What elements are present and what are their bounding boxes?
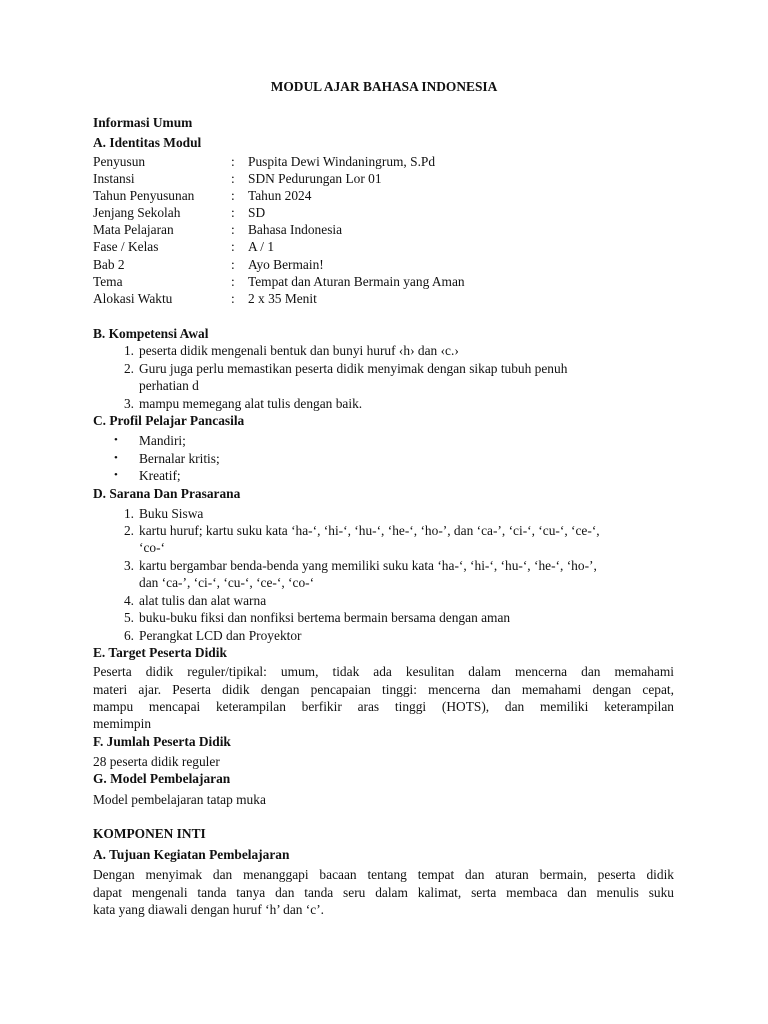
tujuan-heading: A. Tujuan Kegiatan Pembelajaran — [93, 847, 290, 862]
identitas-value: SD — [248, 205, 266, 220]
list-number: 5. — [123, 610, 134, 625]
sarana-heading: D. Sarana Dan Prasarana — [93, 486, 241, 501]
identitas-value: Tempat dan Aturan Bermain yang Aman — [248, 274, 465, 289]
paragraph-line: Peserta didik reguler/tipikal: umum, tidak ada kesulitan dalam mencerna dan memahami — [93, 664, 674, 679]
list-item-continuation: dan ‘ca-’, ‘ci-‘, ‘cu-‘, ‘ce-‘, ‘co-‘ — [139, 575, 315, 590]
identitas-separator: : — [231, 154, 235, 169]
list-number: 4. — [123, 593, 134, 608]
paragraph-line: materi ajar. Peserta didik dengan pencapaian tinggi: mencerna dan memahami dengan cepat, — [93, 682, 674, 697]
identitas-value: 2 x 35 Menit — [248, 291, 317, 306]
list-number: 3. — [123, 558, 134, 573]
list-item: Perangkat LCD dan Proyektor — [139, 628, 302, 643]
identitas-value: Tahun 2024 — [248, 188, 312, 203]
paragraph-line: Dengan menyimak dan menanggapi bacaan tentang tempat dan aturan bermain, peserta didik — [93, 867, 674, 882]
list-item: alat tulis dan alat warna — [139, 593, 267, 608]
identitas-value: Bahasa Indonesia — [248, 222, 343, 237]
list-item: buku-buku fiksi dan nonfiksi bertema bermain bersama dengan aman — [139, 610, 511, 625]
list-item: Mandiri; — [139, 433, 186, 448]
list-item: kartu bergambar benda-benda yang memiliki suku kata ‘ha-‘, ‘hi-‘, ‘hu-‘, ‘he-‘, ‘ho-’, — [139, 558, 597, 573]
komponen-inti-heading: KOMPONEN INTI — [93, 826, 206, 841]
list-number: 1. — [123, 506, 134, 521]
list-number: 1. — [123, 343, 134, 358]
model-text: Model pembelajaran tatap muka — [93, 792, 266, 807]
identitas-value: A / 1 — [248, 239, 275, 254]
list-number: 2. — [123, 523, 134, 538]
identitas-label: Tema — [93, 274, 123, 289]
identitas-label: Fase / Kelas — [93, 239, 159, 254]
bullet-icon: • — [114, 434, 118, 446]
list-item: Kreatif; — [139, 468, 181, 483]
document-title: MODUL AJAR BAHASA INDONESIA — [270, 79, 498, 94]
identitas-label: Penyusun — [93, 154, 146, 169]
jumlah-heading: F. Jumlah Peserta Didik — [93, 734, 231, 749]
profil-heading: C. Profil Pelajar Pancasila — [93, 413, 245, 428]
identitas-separator: : — [231, 222, 235, 237]
identitas-separator: : — [231, 188, 235, 203]
target-heading: E. Target Peserta Didik — [93, 645, 227, 660]
paragraph-line: memimpin — [93, 716, 152, 731]
list-number: 6. — [123, 628, 134, 643]
list-number: 3. — [123, 396, 134, 411]
list-item: Bernalar kritis; — [139, 451, 220, 466]
model-heading: G. Model Pembelajaran — [93, 771, 231, 786]
list-item: kartu huruf; kartu suku kata ‘ha-‘, ‘hi-‘, ‘hu-‘, ‘he-‘, ‘ho-’, dan ‘ca-’, ‘ci-‘, ‘cu-‘, ‘ce-‘, — [139, 523, 600, 538]
identitas-value: Puspita Dewi Windaningrum, S.Pd — [248, 154, 436, 169]
list-item: peserta didik mengenali bentuk dan bunyi huruf ‹h› dan ‹c.› — [139, 343, 459, 358]
kompetensi-heading: B. Kompetensi Awal — [93, 326, 209, 341]
identitas-separator: : — [231, 239, 235, 254]
list-item-continuation: ‘co-‘ — [139, 540, 166, 555]
paragraph-line: kata yang diawali dengan huruf ‘h’ dan ‘c’. — [93, 902, 325, 917]
identitas-value: Ayo Bermain! — [248, 257, 324, 272]
list-item-continuation: perhatian d — [139, 378, 199, 393]
identitas-label: Bab 2 — [93, 257, 125, 272]
bullet-icon: • — [114, 452, 118, 464]
identitas-label: Instansi — [93, 171, 135, 186]
identitas-separator: : — [231, 291, 235, 306]
list-item: Guru juga perlu memastikan peserta didik menyimak dengan sikap tubuh penuh — [139, 361, 568, 376]
paragraph-line: mampu mencapai keterampilan berfikir aras tinggi (HOTS), dan memiliki keterampilan — [93, 699, 674, 714]
identitas-label: Jenjang Sekolah — [93, 205, 181, 220]
paragraph-line: dapat mengenali tanda tanya dan tanda seru dalam kalimat, serta membaca dan menulis suku — [93, 885, 674, 900]
identitas-separator: : — [231, 171, 235, 186]
identitas-label: Mata Pelajaran — [93, 222, 174, 237]
informasi-umum-heading: Informasi Umum — [93, 115, 193, 130]
identitas-separator: : — [231, 205, 235, 220]
identitas-value: SDN Pedurungan Lor 01 — [248, 171, 382, 186]
identitas-separator: : — [231, 274, 235, 289]
list-number: 2. — [123, 361, 134, 376]
identitas-separator: : — [231, 257, 235, 272]
bullet-icon: • — [114, 469, 118, 481]
jumlah-text: 28 peserta didik reguler — [93, 754, 220, 769]
list-item: Buku Siswa — [139, 506, 204, 521]
identitas-label: Alokasi Waktu — [93, 291, 173, 306]
identitas-label: Tahun Penyusunan — [93, 188, 195, 203]
list-item: mampu memegang alat tulis dengan baik. — [139, 396, 363, 411]
identitas-modul-heading: A. Identitas Modul — [93, 135, 202, 150]
